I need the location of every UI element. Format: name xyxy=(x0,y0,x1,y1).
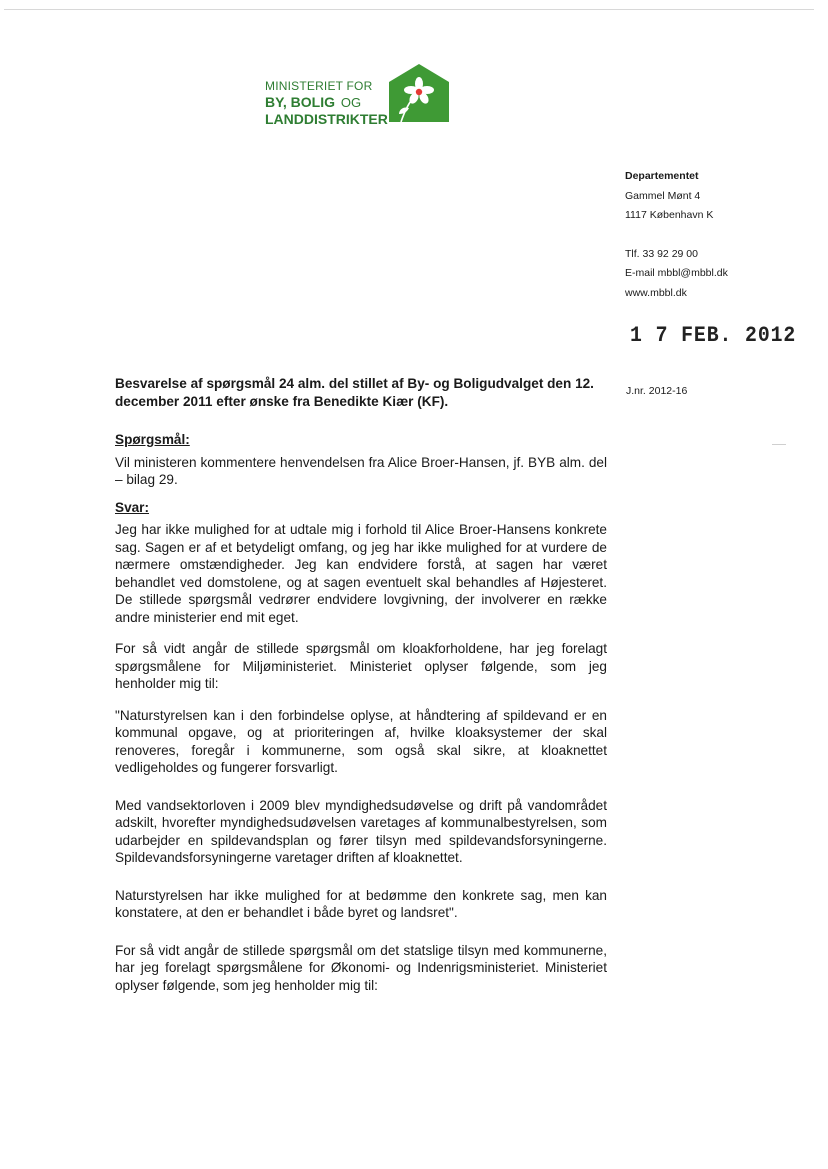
question-heading: Spørgsmål: xyxy=(115,432,190,447)
answer-heading: Svar: xyxy=(115,499,150,515)
sender-address-block xyxy=(625,167,728,303)
quoted-paragraph: "Naturstyrelsen kan i den forbindelse oplyse, at håndtering af spildevand er en kommunal opgave, og at prioriteringen af, hvilke kloaksystemer der skal renoveres, foregår i kommunerne, som også skal sikre, at kloaknettet vedligeholdes og fungerer forsvarligt. xyxy=(115,707,607,775)
phone-number: Tlf. 33 92 29 00 xyxy=(625,247,698,260)
logo-line-3: LANDDISTRIKTER xyxy=(265,111,388,127)
logo-line-2a: BY, BOLIG xyxy=(265,94,336,110)
page-top-rule xyxy=(4,9,814,10)
journal-number: J.nr. 2012-16 xyxy=(626,385,688,397)
answer-paragraph: For så vidt angår de stillede spørgsmål om det statslige tilsyn med kommunerne, har jeg forelagt spørgsmålene for Økonomi- og Indenrigsministeriet. Ministeriet oplyser følgende, som jeg henholder mig til: xyxy=(115,942,607,993)
date-stamp: 1 7 FEB. 2012 xyxy=(630,323,797,348)
department-name: Departementet xyxy=(625,170,699,182)
letter-subject: Besvarelse af spørgsmål 24 alm. del stillet af By- og Boligudvalget den 12. december 2011 efter ønske fra Benedikte Kiær (KF). xyxy=(115,376,594,409)
quoted-paragraph: Med vandsektorloven i 2009 blev myndighedsudøvelse og drift på vandområdet adskilt, hvorefter myndighedsudøvelsen varetages af kommunalbestyrelsen, som udarbejder en spildevandsplan og fører tilsyn med spildevandsforsyningerne. Spildevandsforsyningerne varetager driften af kloaknettet. xyxy=(115,797,607,865)
quoted-paragraph: Naturstyrelsen har ikke mulighed for at bedømme den konkrete sag, men kan konstatere, at den er behandlet i både byret og landsret". xyxy=(115,887,607,920)
website: www.mbbl.dk xyxy=(625,286,687,299)
logo-line-2b: OG xyxy=(340,95,362,110)
answer-paragraph: Jeg har ikke mulighed for at udtale mig i forhold til Alice Broer-Hansens konkrete sag. Sagen er af et betydeligt omfang, og jeg har ikke mulighed for at vurdere de nærmere omstændigheder. Jeg kan endvidere forstå, at sagen har været behandlet ved domstolene, og at sagen eventuelt skal behandles af Højesteret. De stillede spørgsmål vedrører endvidere lovgivning, der involverer en række andre ministerier end mit eget. xyxy=(115,522,607,625)
email-address: E-mail mbbl@mbbl.dk xyxy=(625,267,728,279)
letter-body xyxy=(115,375,607,1008)
house-flower-icon xyxy=(387,64,451,124)
answer-paragraph: For så vidt angår de stillede spørgsmål om kloakforholdene, har jeg forelagt spørgsmålene for Miljøministeriet. Ministeriet oplyser følgende, som jeg henholder mig til: xyxy=(115,641,607,691)
logo-line-2 xyxy=(265,94,388,111)
street-address: Gammel Mønt 4 xyxy=(625,189,701,202)
ministry-logo xyxy=(265,64,455,126)
scan-mark xyxy=(772,444,786,445)
question-text: Vil ministeren kommentere henvendelsen fra Alice Broer-Hansen, jf. BYB alm. del – bilag 29. xyxy=(115,454,607,487)
logo-wordmark xyxy=(265,78,388,127)
city-address: 1117 København K xyxy=(625,209,714,221)
logo-line-1: MINISTERIET FOR xyxy=(265,79,373,93)
